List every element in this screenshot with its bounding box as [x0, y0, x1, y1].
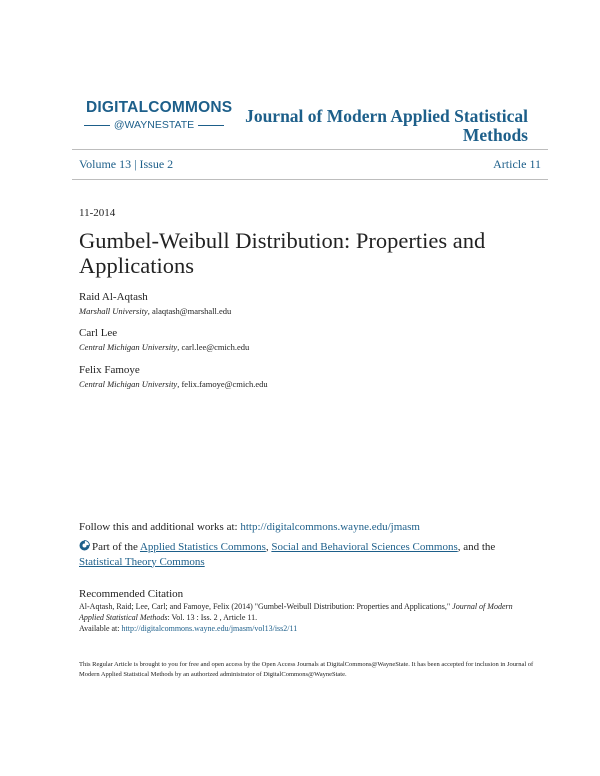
author-email[interactable]: , felix.famoye@cmich.edu [177, 379, 268, 389]
digitalcommons-logo-top: DIGITALCOMMONS [86, 99, 233, 116]
author-email[interactable]: , alaqtash@marshall.edu [147, 306, 232, 316]
citation-journal: Journal of Modern Applied Statistical Methods [79, 602, 513, 622]
author-name: Carl Lee [79, 327, 118, 339]
separator: , [265, 541, 272, 553]
separator: , and the [457, 541, 496, 553]
citation-text [79, 602, 539, 635]
journal-title-link[interactable]: Journal of Modern Applied Statistical Methods [245, 106, 528, 145]
digitalcommons-logo-bottom [84, 119, 224, 131]
top-divider [72, 149, 548, 150]
open-access-notice: This Regular Article is brought to you for free and open access by the Open Access Journals at DigitalCommons@WayneState. It has been accepted for inclusion in Journal of Modern Applied Statistical Methods by an authorized administrator of DigitalCommons@WayneState. [79, 661, 534, 678]
article-number-link[interactable]: Article 11 [493, 157, 541, 171]
follow-url-link[interactable]: http://digitalcommons.wayne.edu/jmasm [240, 521, 420, 533]
affiliation-name: Central Michigan University [79, 342, 178, 352]
citation-volume: : Vol. 13 : Iss. 2 , Article 11. [167, 612, 258, 622]
bottom-divider [72, 179, 548, 180]
affiliation-name: Central Michigan University [79, 379, 178, 389]
logo-rule-left [84, 125, 110, 126]
author-name: Raid Al-Aqtash [79, 291, 148, 303]
logo-waynestate-text: @WAYNESTATE [113, 119, 195, 131]
citation-url-link[interactable]: http://digitalcommons.wayne.edu/jmasm/vol13/iss2/11 [121, 623, 298, 633]
article-title: Gumbel-Weibull Distribution: Properties and Applications [79, 228, 486, 279]
part-of-prefix: Part of the [92, 541, 140, 553]
follow-line [79, 521, 420, 533]
citation-authors-title: Al-Aqtash, Raid; Lee, Carl; and Famoye, Felix (2014) "Gumbel-Weibull Distribution: Properties and Applications," [79, 602, 453, 611]
author-email[interactable]: , carl.lee@cmich.edu [177, 342, 250, 352]
recommended-citation-heading: Recommended Citation [79, 588, 184, 600]
volume-issue-link[interactable]: Volume 13 | Issue 2 [79, 157, 174, 171]
author-affiliation [79, 379, 268, 389]
follow-prefix: Follow this and additional works at: [79, 521, 241, 533]
publication-date: 11-2014 [79, 207, 116, 219]
statistical-theory-commons-link[interactable]: Statistical Theory Commons [79, 555, 205, 568]
author-name: Felix Famoye [79, 364, 140, 376]
citation-available-prefix: Available at: [79, 623, 122, 633]
author-affiliation [79, 342, 249, 352]
social-behavioral-sciences-commons-link[interactable]: Social and Behavioral Sciences Commons [271, 541, 458, 553]
affiliation-name: Marshall University [79, 306, 148, 316]
logo-rule-right [198, 125, 224, 126]
part-of-line [79, 540, 519, 569]
open-access-icon [79, 540, 90, 551]
author-affiliation [79, 306, 231, 316]
applied-statistics-commons-link[interactable]: Applied Statistics Commons [139, 541, 266, 553]
